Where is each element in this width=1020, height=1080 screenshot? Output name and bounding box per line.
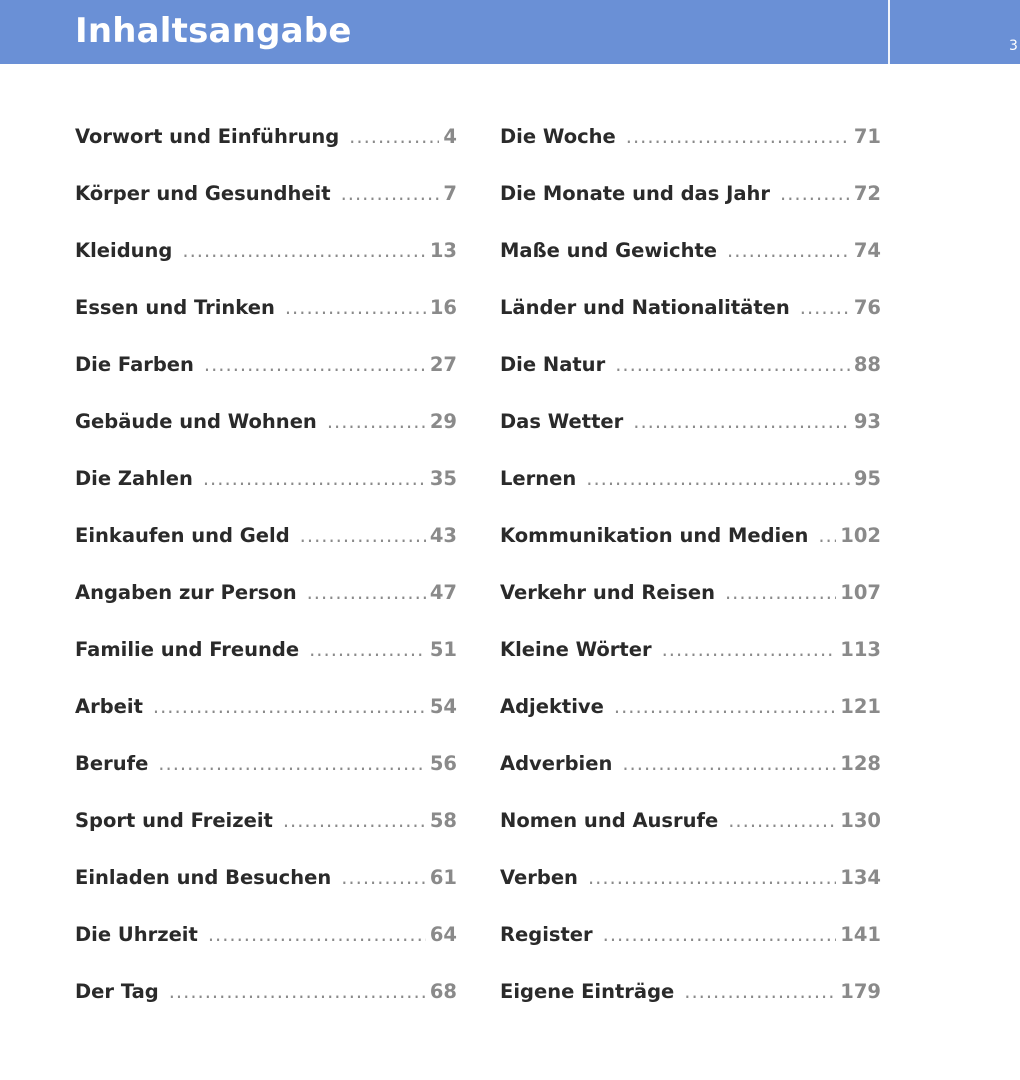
toc-entry-page-number: 47 (429, 581, 457, 604)
toc-entry-page-number: 58 (429, 809, 457, 832)
dot-leader (603, 923, 837, 946)
dot-leader (684, 980, 836, 1003)
toc-entry-page-number: 71 (853, 125, 881, 148)
toc-entry[interactable] (75, 980, 457, 1037)
toc-entry-page-number: 121 (840, 695, 881, 718)
toc-entry-page-number: 51 (429, 638, 457, 661)
dot-leader (327, 410, 426, 433)
toc-entry-label: Angaben zur Person (75, 581, 297, 604)
dot-leader (208, 923, 426, 946)
dot-leader (614, 695, 836, 718)
page-number: 3 (1009, 38, 1018, 54)
toc-entry-label: Die Farben (75, 353, 194, 376)
toc-entry[interactable] (500, 410, 881, 467)
toc-entry-label: Eigene Einträge (500, 980, 675, 1003)
toc-entry[interactable] (500, 695, 881, 752)
toc-entry[interactable] (75, 581, 457, 638)
toc-entry[interactable] (75, 182, 457, 239)
toc-entry-label: Essen und Trinken (75, 296, 275, 319)
toc-entry-page-number: 68 (429, 980, 457, 1003)
toc-entry-label: Adjektive (500, 695, 604, 718)
toc-entry-label: Lernen (500, 467, 577, 490)
dot-leader (780, 182, 850, 205)
dot-leader (588, 866, 836, 889)
dot-leader (285, 296, 426, 319)
toc-entry[interactable] (500, 296, 881, 353)
toc-entry[interactable] (500, 923, 881, 980)
toc-entry-label: Arbeit (75, 695, 143, 718)
toc-entry-label: Das Wetter (500, 410, 624, 433)
dot-leader (615, 353, 850, 376)
toc-entry-label: Verben (500, 866, 578, 889)
toc-entry-page-number: 74 (853, 239, 881, 262)
toc-entry-label: Gebäude und Wohnen (75, 410, 317, 433)
toc-entry-label: Länder und Nationalitäten (500, 296, 790, 319)
toc-entry[interactable] (75, 353, 457, 410)
toc-entry[interactable] (75, 239, 457, 296)
toc-entry[interactable] (500, 980, 881, 1037)
dot-leader (626, 125, 850, 148)
dot-leader (309, 638, 426, 661)
toc-entry-label: Einkaufen und Geld (75, 524, 290, 547)
dot-leader (169, 980, 426, 1003)
toc-entry[interactable] (75, 866, 457, 923)
toc-entry[interactable] (75, 809, 457, 866)
toc-right-column (500, 125, 881, 1037)
toc-entry-page-number: 54 (429, 695, 457, 718)
toc-entry[interactable] (500, 866, 881, 923)
toc-entry-label: Die Uhrzeit (75, 923, 198, 946)
dot-leader (349, 125, 439, 148)
toc-entry-page-number: 29 (429, 410, 457, 433)
toc-entry-label: Kommunikation und Medien (500, 524, 809, 547)
dot-leader (307, 581, 426, 604)
toc-entry-label: Der Tag (75, 980, 159, 1003)
toc-entry-label: Nomen und Ausrufe (500, 809, 719, 832)
toc-entry-label: Die Zahlen (75, 467, 193, 490)
toc-entry-page-number: 130 (840, 809, 881, 832)
toc-entry-page-number: 102 (840, 524, 881, 547)
toc-entry-label: Vorwort und Einführung (75, 125, 340, 148)
toc-entry-label: Adverbien (500, 752, 613, 775)
toc-entry-page-number: 76 (853, 296, 881, 319)
toc-entry[interactable] (75, 467, 457, 524)
toc-entry-label: Maße und Gewichte (500, 239, 718, 262)
dot-leader (341, 182, 440, 205)
toc-entry[interactable] (500, 353, 881, 410)
toc-entry-page-number: 7 (443, 182, 457, 205)
header-divider (888, 0, 890, 64)
toc-entry[interactable] (500, 182, 881, 239)
toc-entry[interactable] (500, 239, 881, 296)
toc-entry-label: Verkehr und Reisen (500, 581, 715, 604)
dot-leader (727, 239, 850, 262)
toc-entry[interactable] (500, 809, 881, 866)
toc-entry-page-number: 113 (840, 638, 881, 661)
toc-entry-label: Kleine Wörter (500, 638, 652, 661)
dot-leader (204, 353, 426, 376)
dot-leader (633, 410, 850, 433)
header-band (0, 0, 1020, 64)
toc-entry-label: Einladen und Besuchen (75, 866, 332, 889)
toc-entry[interactable] (75, 695, 457, 752)
toc-entry-page-number: 13 (429, 239, 457, 262)
toc-entry-page-number: 27 (429, 353, 457, 376)
toc-entry[interactable] (500, 638, 881, 695)
toc-entry-label: Körper und Gesundheit (75, 182, 331, 205)
toc-entry-page-number: 107 (840, 581, 881, 604)
toc-entry[interactable] (75, 410, 457, 467)
toc-entry-label: Register (500, 923, 593, 946)
toc-entry[interactable] (75, 752, 457, 809)
toc-entry-page-number: 56 (429, 752, 457, 775)
dot-leader (158, 752, 426, 775)
dot-leader (662, 638, 837, 661)
toc-entry-page-number: 95 (853, 467, 881, 490)
toc-entry-label: Familie und Freunde (75, 638, 300, 661)
toc-entry[interactable] (500, 467, 881, 524)
toc-entry[interactable] (500, 752, 881, 809)
dot-leader (586, 467, 850, 490)
toc-entry-page-number: 64 (429, 923, 457, 946)
toc-entry-page-number: 43 (429, 524, 457, 547)
dot-leader (341, 866, 426, 889)
toc-entry-page-number: 134 (840, 866, 881, 889)
toc-entry[interactable] (75, 923, 457, 980)
toc-entry-page-number: 16 (429, 296, 457, 319)
toc-entry[interactable] (75, 125, 457, 182)
toc-entry-page-number: 4 (443, 125, 457, 148)
toc-entry-label: Die Woche (500, 125, 616, 148)
dot-leader (800, 296, 850, 319)
dot-leader (728, 809, 836, 832)
toc-entry-page-number: 128 (840, 752, 881, 775)
toc-entry-label: Kleidung (75, 239, 173, 262)
dot-leader (182, 239, 425, 262)
dot-leader (725, 581, 836, 604)
toc-entry-label: Die Monate und das Jahr (500, 182, 771, 205)
toc-entry[interactable] (500, 524, 881, 581)
toc-entry-page-number: 93 (853, 410, 881, 433)
toc-entry-page-number: 61 (429, 866, 457, 889)
toc-entry-page-number: 88 (853, 353, 881, 376)
toc-entry-page-number: 72 (853, 182, 881, 205)
toc-entry-label: Sport und Freizeit (75, 809, 273, 832)
dot-leader (153, 695, 426, 718)
toc-entry-page-number: 179 (840, 980, 881, 1003)
toc-left-column (75, 125, 457, 1037)
dot-leader (283, 809, 426, 832)
dot-leader (622, 752, 836, 775)
toc-entry-page-number: 141 (840, 923, 881, 946)
dot-leader (818, 524, 836, 547)
toc-entry-page-number: 35 (429, 467, 457, 490)
toc-entry[interactable] (500, 581, 881, 638)
toc-entry[interactable] (75, 638, 457, 695)
dot-leader (203, 467, 426, 490)
toc-entry-label: Berufe (75, 752, 149, 775)
toc-entry[interactable] (75, 296, 457, 353)
page-title: Inhaltsangabe (75, 11, 352, 51)
toc-entry[interactable] (75, 524, 457, 581)
dot-leader (300, 524, 426, 547)
toc-entry[interactable] (500, 125, 881, 182)
toc-entry-label: Die Natur (500, 353, 606, 376)
